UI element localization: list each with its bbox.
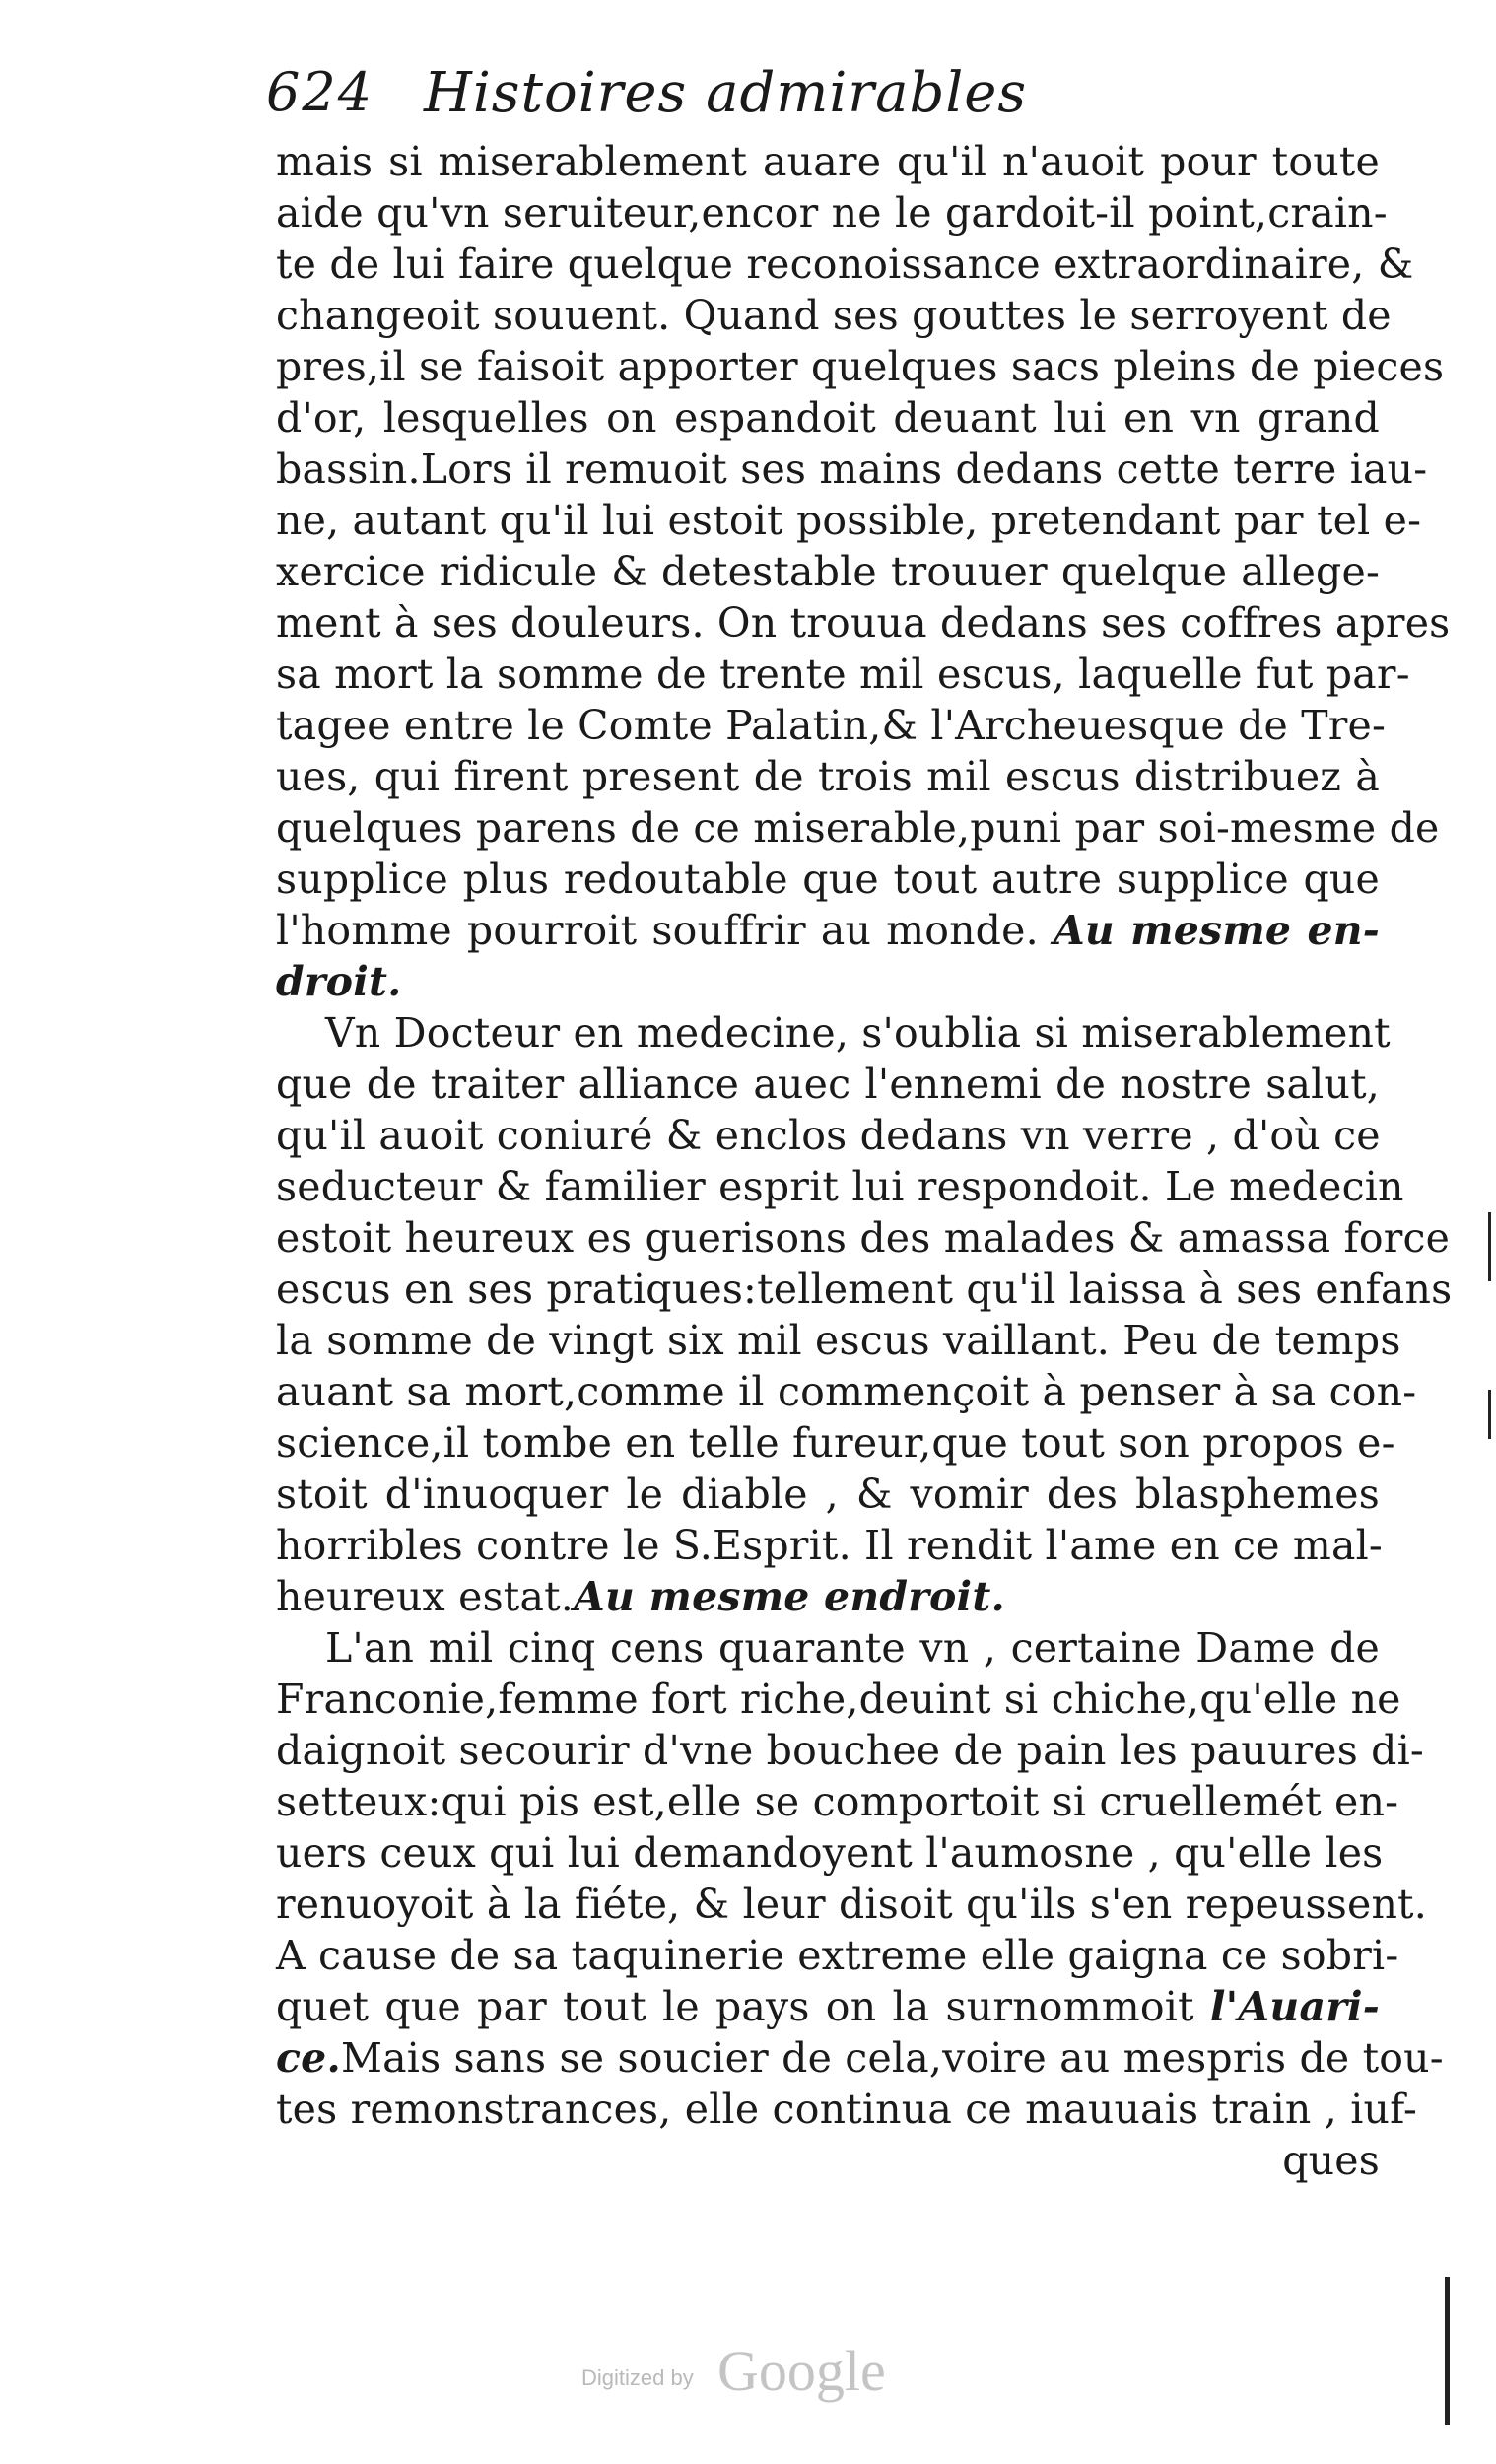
text-line: tes remonstrances, elle continua ce mauuais train , iuf- — [276, 2086, 1418, 2133]
text-line: escus en ses pratiques:tellement qu'il laissa à ses enfans — [276, 1266, 1453, 1313]
citation-continued: droit. — [276, 958, 402, 1005]
text-line: A cause de sa taquinerie extreme elle gaigna ce sobri- — [276, 1932, 1399, 1979]
citation: Au mesme en- — [1053, 907, 1380, 954]
text-line: d'or, lesquelles on espandoit deuant lui en vn grand — [276, 394, 1380, 442]
text-line: quelques parens de ce miserable,puni par soi-mesme de — [276, 804, 1440, 852]
text-line — [276, 956, 1380, 1007]
text-line: horribles contre le S.Esprit. Il rendit l'ame en ce mal- — [276, 1522, 1383, 1569]
line-text: l'homme pourroit souffrir au monde. — [276, 907, 1039, 954]
running-title: Histoires admirables — [424, 61, 1028, 125]
text-line — [276, 905, 1380, 956]
text-line: pres,il se faisoit apporter quelques sacs pleins de pieces — [276, 343, 1445, 390]
italic-word: l'Auari- — [1209, 1983, 1380, 2030]
text-line: qu'il auoit coniuré & enclos dedans vn verre , d'où ce — [276, 1112, 1381, 1159]
text-line: ues, qui firent present de trois mil escus distribuez à — [276, 753, 1380, 800]
text-line: bassin.Lors il remuoit ses mains dedans cette terre iau- — [276, 445, 1428, 493]
digitized-by-label: Digitized by — [581, 2365, 694, 2390]
text-line: xercice ridicule & detestable trouuer quelque allege- — [276, 548, 1380, 595]
text-line: la somme de vingt six mil escus vaillant. Peu de temps — [276, 1317, 1401, 1364]
text-line: renuoyoit à la fiéte, & leur disoit qu'ils s'en repeussent. — [276, 1881, 1427, 1928]
google-logo: Google — [717, 2339, 886, 2403]
text-line: Franconie,femme fort riche,deuint si chiche,qu'elle ne — [276, 1676, 1401, 1723]
citation: Au mesme endroit. — [574, 1573, 1005, 1620]
text-line: ne, autant qu'il lui estoit possible, pretendant par tel e- — [276, 497, 1422, 544]
text-line: sa mort la somme de trente mil escus, laquelle fut par- — [276, 650, 1410, 698]
text-line: te de lui faire quelque reconoissance extraordinaire, & — [276, 240, 1414, 288]
text-line: mais si miserablement auare qu'il n'auoit pour toute — [276, 138, 1380, 185]
digitization-footer — [581, 2338, 917, 2417]
text-line: tagee entre le Comte Palatin,& l'Archeuesque de Tre- — [276, 702, 1387, 749]
text-line: setteux:qui pis est,elle se comportoit si cruellemét en- — [276, 1778, 1399, 1825]
text-line: ment à ses douleurs. On trouua dedans ses coffres apres — [276, 599, 1451, 647]
line-text: Mais sans se soucier de cela,voire au mespris de tou- — [340, 2034, 1444, 2082]
page-edge-mark — [1488, 1390, 1491, 1439]
text-line — [276, 2032, 1444, 2084]
text-line: science,il tombe en telle fureur,que tout son propos e- — [276, 1419, 1395, 1467]
text-line: seducteur & familier esprit lui respondoit. Le medecin — [276, 1163, 1404, 1210]
text-block — [276, 136, 1453, 2186]
italic-word-continued: ce. — [276, 2034, 341, 2082]
line-text: heureux estat. — [276, 1573, 575, 1620]
page-number: 624 — [266, 61, 374, 123]
text-line: uers ceux qui lui demandoyent l'aumosne , qu'elle les — [276, 1829, 1384, 1877]
text-line: estoit heureux es guerisons des malades & amassa force — [276, 1214, 1451, 1262]
page-edge-mark — [1488, 1212, 1491, 1281]
text-line — [276, 1981, 1380, 2032]
paragraph-1 — [276, 136, 1451, 1007]
paragraph-3 — [276, 1622, 1444, 2135]
text-line — [276, 1571, 1380, 1622]
text-line: changeoit souuent. Quand ses gouttes le serroyent de — [276, 292, 1392, 339]
text-line: Vn Docteur en medecine, s'oublia si miserablement — [325, 1009, 1391, 1057]
line-text: quet que par tout le pays on la surnommoit — [276, 1983, 1194, 2030]
text-line: stoit d'inuoquer le diable , & vomir des blasphemes — [276, 1471, 1380, 1518]
text-line: que de traiter alliance auec l'ennemi de nostre salut, — [276, 1061, 1380, 1108]
text-line: auant sa mort,comme il commençoit à penser à sa con- — [276, 1368, 1417, 1415]
catchword: ques — [1282, 2137, 1380, 2184]
text-line: daignoit secourir d'vne bouchee de pain les pauures di- — [276, 1727, 1424, 1774]
text-line: aide qu'vn seruiteur,encor ne le gardoit-il point,crain- — [276, 189, 1388, 237]
paragraph-2 — [276, 1007, 1453, 1622]
page-edge-mark — [1445, 2277, 1450, 2425]
text-line: L'an mil cinq cens quarante vn , certaine Dame de — [325, 1624, 1380, 1672]
running-head — [266, 61, 1084, 130]
text-line: supplice plus redoutable que tout autre supplice que — [276, 856, 1380, 903]
